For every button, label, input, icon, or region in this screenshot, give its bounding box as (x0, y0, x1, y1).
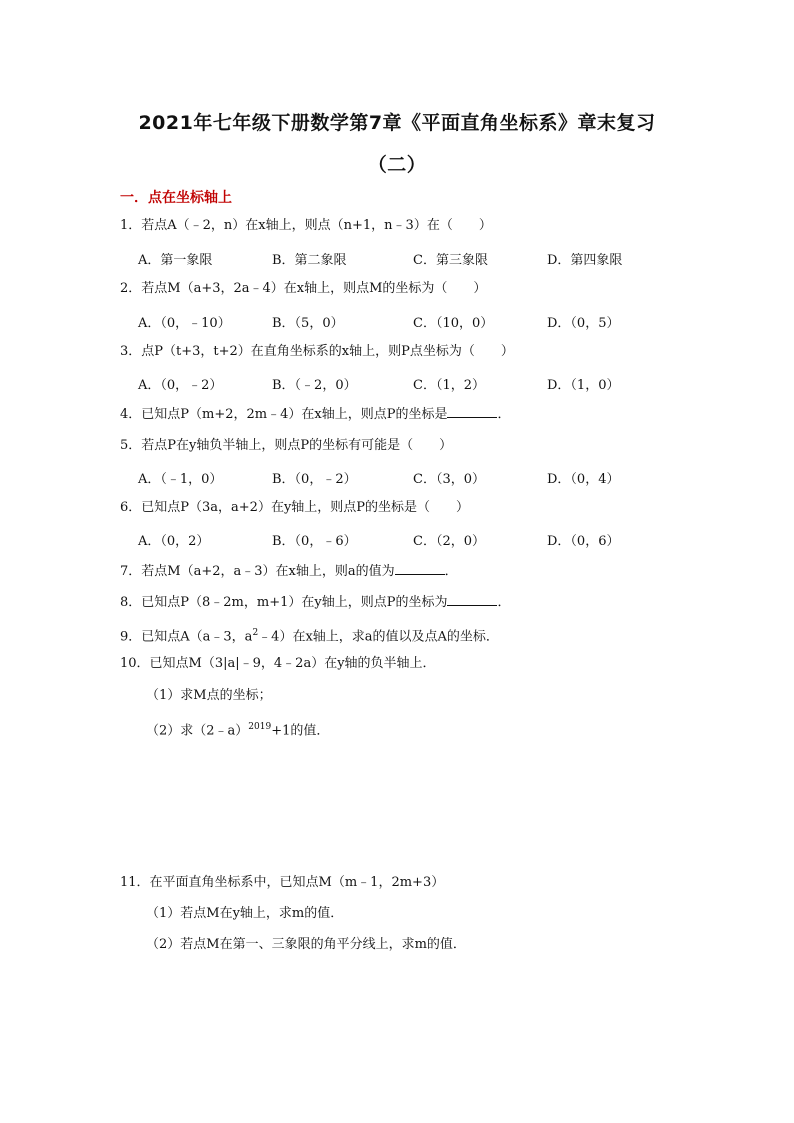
page-title: 2021年七年级下册数学第7章《平面直角坐标系》章末复习 (138, 112, 656, 134)
q1-option-a: A．第一象限 (138, 253, 213, 268)
q5-option-a: A．（﹣1，0） (138, 472, 223, 487)
q3-option-b: B．（﹣2，0） (272, 378, 357, 393)
question-6: 6．已知点P（3a，a+2）在y轴上，则点P的坐标是（ ） (120, 500, 470, 515)
q11-part-2: （2）若点M在第一、三象限的角平分线上，求m的值． (146, 937, 466, 952)
answer-blank (447, 593, 497, 606)
q4-text: 4．已知点P（m+2，2m﹣4）在x轴上，则点P的坐标是 (120, 407, 448, 422)
page-subtitle: （二） (367, 154, 427, 176)
q6-option-d: D．（0，6） (547, 534, 620, 549)
q7-end: ． (444, 564, 458, 579)
q6-option-a: A．（0，2） (138, 534, 210, 549)
q3-option-a: A．（0，﹣2） (138, 378, 223, 393)
question-8 (120, 593, 511, 612)
answer-blank (395, 562, 445, 575)
q4-end: ． (497, 407, 511, 422)
q10-part-2-pre: （2）求（2﹣a） (146, 723, 249, 739)
q8-end: ． (497, 595, 511, 610)
question-7 (120, 562, 458, 581)
q6-option-b: B．（0，﹣6） (272, 534, 357, 549)
question-5: 5．若点P在y轴负半轴上，则点P的坐标有可能是（ ） (120, 438, 453, 453)
q10-part-2 (146, 718, 329, 740)
question-4 (120, 405, 510, 424)
question-9 (120, 624, 499, 646)
q3-option-c: C．（1，2） (413, 378, 485, 393)
q2-option-b: B．（5，0） (272, 316, 344, 331)
q8-text: 8．已知点P（8﹣2m，m+1）在y轴上，则点P的坐标为 (120, 595, 448, 610)
q9-text-post: ﹣4）在x轴上，求a的值以及点A的坐标． (258, 629, 499, 645)
q5-option-c: C．（3，0） (413, 472, 485, 487)
q10-part-1: （1）求M点的坐标； (146, 688, 272, 703)
question-3: 3．点P（t+3，t+2）在直角坐标系的x轴上，则P点坐标为（ ） (120, 344, 514, 359)
q9-text-pre: 9．已知点A（a﹣3，a (120, 629, 253, 645)
question-11: 11．在平面直角坐标系中，已知点M（m﹣1，2m+3） (120, 875, 445, 890)
answer-blank (447, 405, 497, 418)
q1-option-d: D．第四象限 (547, 253, 623, 268)
section-heading: 一．点在坐标轴上 (120, 190, 232, 206)
q9-exponent: 2 (252, 628, 259, 638)
q6-option-c: C．（2，0） (413, 534, 485, 549)
q10-exponent: 2019 (248, 722, 272, 732)
question-10: 10．已知点M（3|a|﹣9，4﹣2a）在y轴的负半轴上． (120, 656, 436, 671)
q1-option-b: B．第二象限 (272, 253, 347, 268)
q1-option-c: C．第三象限 (413, 253, 488, 268)
q10-part-2-post: +1的值． (271, 723, 330, 739)
q5-option-b: B．（0，﹣2） (272, 472, 357, 487)
q2-option-c: C．（10，0） (413, 316, 494, 331)
q2-option-d: D．（0，5） (547, 316, 620, 331)
q11-part-1: （1）若点M在y轴上，求m的值． (146, 906, 344, 921)
q3-option-d: D．（1，0） (547, 378, 620, 393)
question-1: 1．若点A（﹣2，n）在x轴上，则点（n+1，n﹣3）在（ ） (120, 218, 492, 233)
q7-text: 7．若点M（a+2，a﹣3）在x轴上，则a的值为 (120, 564, 395, 579)
q2-option-a: A．（0，﹣10） (138, 316, 231, 331)
question-2: 2．若点M（a+3，2a﹣4）在x轴上，则点M的坐标为（ ） (120, 281, 487, 296)
q5-option-d: D．（0，4） (547, 472, 620, 487)
